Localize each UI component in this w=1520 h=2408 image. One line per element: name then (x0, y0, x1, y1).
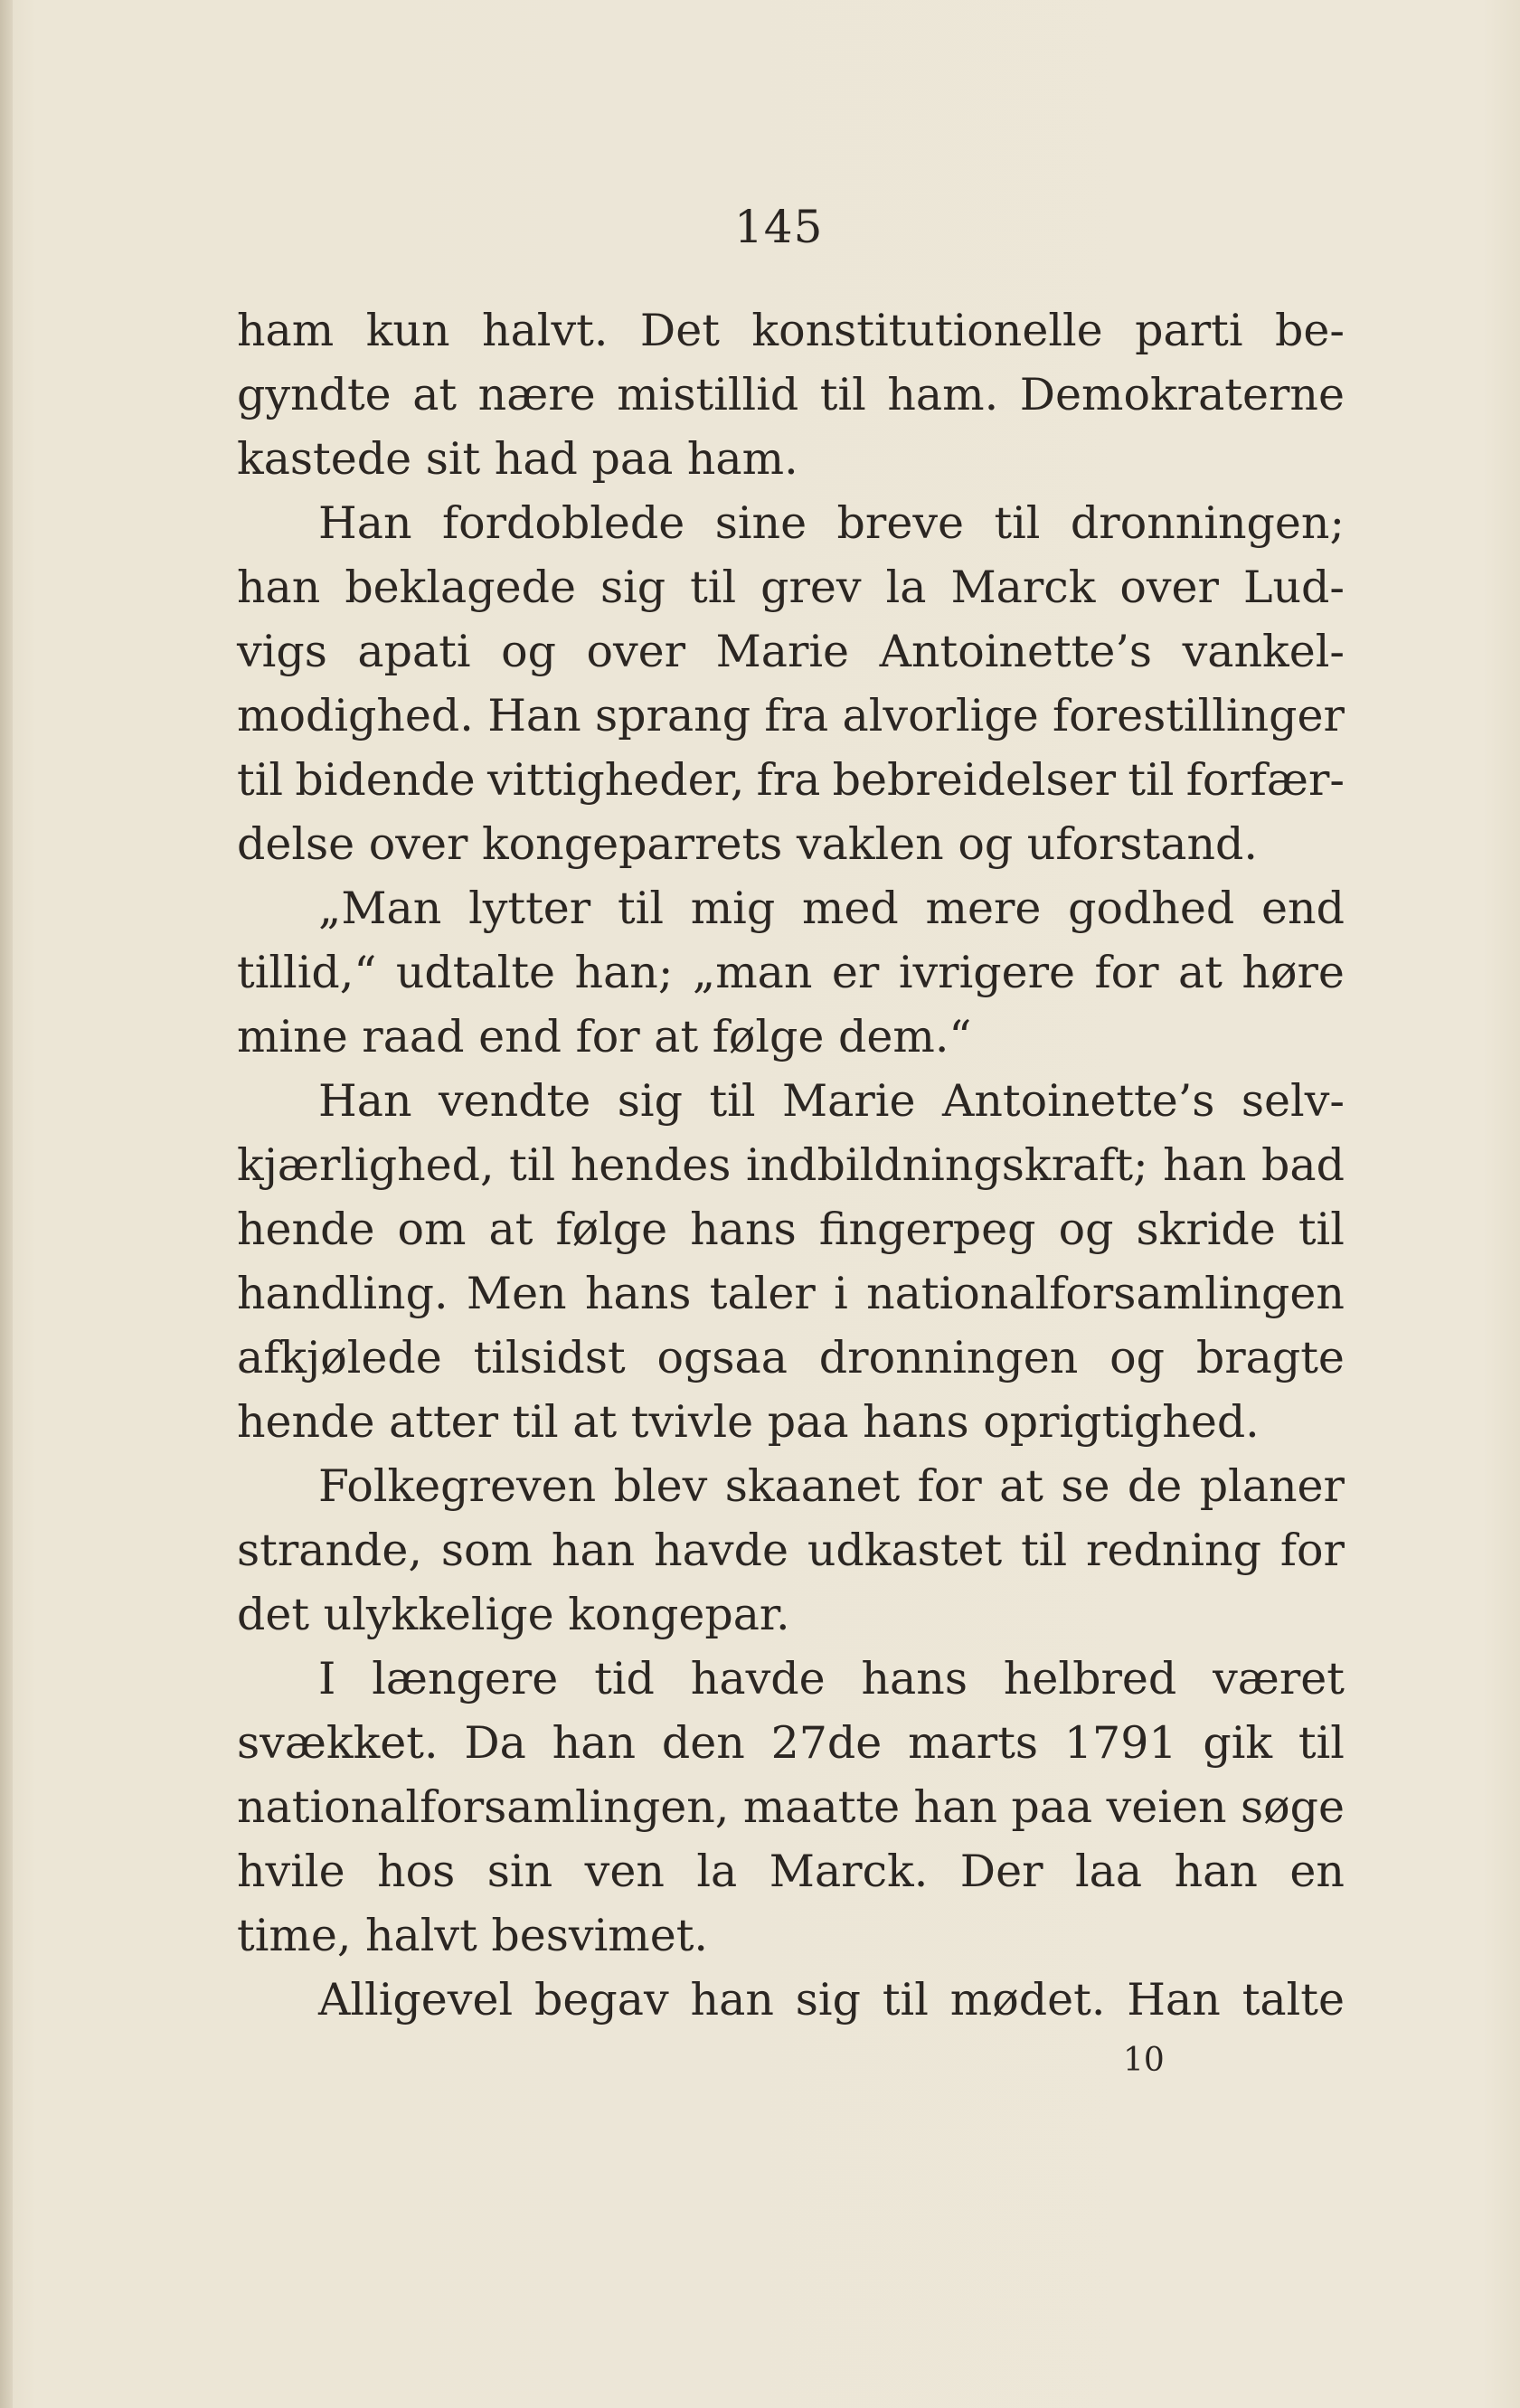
word: uforstand. (1026, 818, 1258, 870)
word: han; (574, 947, 674, 998)
word: til (1128, 754, 1175, 806)
word: han (551, 1525, 636, 1576)
word: han (690, 1974, 774, 2026)
word: til (690, 562, 737, 613)
word: til (1298, 1717, 1345, 1769)
word: Marck (950, 562, 1096, 613)
word: og (1109, 1332, 1166, 1383)
word: følge (712, 1011, 825, 1062)
word: mistillid (617, 369, 799, 420)
word: til (509, 1139, 556, 1191)
word: ham (237, 305, 335, 356)
word: dem.“ (837, 1011, 972, 1062)
text-line (237, 1582, 1345, 1647)
word: ham. (686, 433, 798, 485)
word: for (1279, 1525, 1345, 1576)
word: time, (237, 1910, 352, 1961)
word: mødet. (949, 1974, 1106, 2026)
word: til (709, 1075, 756, 1127)
word: la (885, 562, 927, 613)
word: vankel- (1182, 626, 1345, 677)
word: laa (1074, 1846, 1143, 1897)
word: fingerpeg (818, 1204, 1036, 1255)
text-line (237, 1711, 1345, 1775)
word: blev (613, 1460, 708, 1512)
word: hos (377, 1846, 456, 1897)
word: halvt. (482, 305, 609, 356)
word: svækket. (237, 1717, 439, 1769)
signature-mark: 10 (1123, 2042, 1165, 2079)
word: se (1061, 1460, 1110, 1512)
word: over (586, 626, 686, 677)
word: til (512, 1396, 559, 1448)
word: taler (709, 1268, 816, 1319)
word: vigs (237, 626, 327, 677)
word: vittigheder, (486, 754, 745, 806)
text-line (237, 1390, 1345, 1454)
word: længere (372, 1653, 559, 1704)
word: ven (584, 1846, 665, 1897)
word: de (1127, 1460, 1183, 1512)
text-line (237, 298, 1345, 363)
word: raad (362, 1011, 465, 1062)
word: og (501, 626, 556, 677)
word: at (412, 369, 458, 420)
text-line (237, 748, 1345, 812)
word: han (1163, 1139, 1247, 1191)
word: hans (861, 1653, 968, 1704)
word: sit (425, 433, 481, 485)
text-line (237, 684, 1345, 748)
body-text (237, 298, 1345, 2032)
word: nationalforsamlingen (866, 1268, 1345, 1319)
word: som (440, 1525, 533, 1576)
text-line (237, 555, 1345, 619)
word: havde (690, 1653, 826, 1704)
word: følge (555, 1204, 668, 1255)
text-line (237, 1197, 1345, 1261)
word: Folkegreven (318, 1460, 597, 1512)
word: Da (464, 1717, 526, 1769)
text-line (237, 1133, 1345, 1197)
word: i (834, 1268, 848, 1319)
word: hendes (570, 1139, 732, 1191)
word: halvt (364, 1910, 477, 1961)
word: ogsaa (656, 1332, 788, 1383)
word: til (882, 1974, 929, 2026)
page-binding-edge (0, 0, 13, 2408)
word: indbildningskraft; (745, 1139, 1148, 1191)
word: og (958, 818, 1014, 870)
word: tillid,“ (237, 947, 377, 998)
word: Marie (781, 1075, 916, 1127)
word: Han (318, 1075, 412, 1127)
text-line (237, 1069, 1345, 1133)
word: han (552, 1717, 637, 1769)
word: besvimet. (491, 1910, 708, 1961)
word: Men (466, 1268, 567, 1319)
text-line (237, 1261, 1345, 1326)
word: „man (692, 947, 813, 998)
text-line (237, 1968, 1345, 2032)
word: vaklen (796, 818, 944, 870)
word: Lud- (1242, 562, 1345, 613)
word: hans (690, 1204, 797, 1255)
word: gyndte (237, 369, 392, 420)
word: hende (237, 1204, 375, 1255)
word: Alligevel (318, 1974, 514, 2026)
word: forfær- (1185, 754, 1345, 806)
text-line (237, 427, 1345, 491)
word: oprigtighed. (983, 1396, 1260, 1448)
word: end (1261, 883, 1345, 934)
word: kastede (237, 433, 412, 485)
text-line (237, 1326, 1345, 1390)
word: planer (1199, 1460, 1345, 1512)
text-line (237, 876, 1345, 940)
word: over (368, 818, 468, 870)
word: hvile (237, 1846, 345, 1897)
word: ulykkelige (323, 1589, 554, 1640)
word: med (801, 883, 899, 934)
word: dronningen; (1070, 497, 1345, 549)
word: had (494, 433, 578, 485)
word: han (913, 1781, 997, 1833)
word: maatte (742, 1781, 901, 1833)
word: veien (1106, 1781, 1227, 1833)
word: handling. (237, 1268, 448, 1319)
word: ham. (887, 369, 999, 420)
word: apati (357, 626, 471, 677)
text-line (237, 1005, 1345, 1069)
word: lytter (468, 883, 591, 934)
word: mine (237, 1011, 348, 1062)
word: at (1178, 947, 1223, 998)
word: om (397, 1204, 467, 1255)
word: kjærlighed, (237, 1139, 495, 1191)
word: høre (1241, 947, 1345, 998)
word: sig (617, 1075, 683, 1127)
word: selv- (1241, 1075, 1345, 1127)
word: det (237, 1589, 310, 1640)
word: redning (1086, 1525, 1261, 1576)
word: kun (365, 305, 450, 356)
word: hans (863, 1396, 969, 1448)
text-line (237, 812, 1345, 876)
text-line (237, 1454, 1345, 1518)
word: Demokraterne (1019, 369, 1345, 420)
word: søge (1240, 1781, 1345, 1833)
word: alvorlige (842, 690, 1039, 741)
word: og (1058, 1204, 1114, 1255)
word: bebreidelser (832, 754, 1117, 806)
word: er (831, 947, 880, 998)
word: breve (836, 497, 964, 549)
text-line (237, 940, 1345, 1005)
word: bragte (1195, 1332, 1345, 1383)
word: fordoblede (441, 497, 685, 549)
word: Antoinette’s (879, 626, 1153, 677)
word: Han (318, 497, 412, 549)
word: bad (1261, 1139, 1345, 1191)
text-line (237, 1839, 1345, 1903)
word: han (237, 562, 321, 613)
word: til (1298, 1204, 1345, 1255)
word: mig (690, 883, 776, 934)
word: udkastet (807, 1525, 1003, 1576)
word: kongepar. (568, 1589, 790, 1640)
word: sine (714, 497, 807, 549)
word: at (654, 1011, 699, 1062)
word: Han (1127, 1974, 1221, 2026)
word: parti (1135, 305, 1243, 356)
word: til (617, 883, 664, 934)
word: dronningen (818, 1332, 1079, 1383)
text-line (237, 619, 1345, 684)
word: sprang (595, 690, 751, 741)
word: „Man (318, 883, 442, 934)
word: til (1021, 1525, 1068, 1576)
text-line (237, 1518, 1345, 1582)
word: Der (959, 1846, 1043, 1897)
word: Han (487, 690, 581, 741)
word: Marck. (769, 1846, 929, 1897)
word: sig (795, 1974, 861, 2026)
word: 1791 (1063, 1717, 1177, 1769)
word: godhed (1068, 883, 1235, 934)
word: for (1094, 947, 1159, 998)
word: sin (486, 1846, 553, 1897)
word: skride (1136, 1204, 1276, 1255)
page-number: 145 (734, 201, 824, 253)
word: begav (534, 1974, 669, 2026)
word: paa (591, 433, 674, 485)
word: udtalte (395, 947, 556, 998)
word: I (318, 1653, 336, 1704)
word: strande, (237, 1525, 422, 1576)
word: havde (654, 1525, 788, 1576)
word: hende (237, 1396, 375, 1448)
word: paa (767, 1396, 849, 1448)
word: været (1213, 1653, 1345, 1704)
word: helbred (1003, 1653, 1177, 1704)
word: til (994, 497, 1041, 549)
word: la (696, 1846, 738, 1897)
word: en (1289, 1846, 1345, 1897)
word: paa (1011, 1781, 1093, 1833)
word: nære (477, 369, 596, 420)
word: mere (925, 883, 1042, 934)
word: Det (639, 305, 720, 356)
word: konstitutionelle (751, 305, 1103, 356)
word: atter (389, 1396, 499, 1448)
word: beklagede (345, 562, 576, 613)
text-line (237, 1647, 1345, 1711)
word: end (478, 1011, 562, 1062)
word: at (488, 1204, 533, 1255)
word: for (917, 1460, 982, 1512)
word: talte (1241, 1974, 1345, 2026)
word: at (999, 1460, 1043, 1512)
word: ivrigere (898, 947, 1076, 998)
word: forestillinger (1053, 690, 1345, 741)
word: tvivle (630, 1396, 754, 1448)
word: den (661, 1717, 745, 1769)
word: Marie (715, 626, 850, 677)
word: bidende (295, 754, 476, 806)
word: vendte (439, 1075, 591, 1127)
text-line (237, 363, 1345, 427)
word: grev (760, 562, 862, 613)
text-line (237, 1775, 1345, 1839)
text-line (237, 491, 1345, 555)
word: skaanet (724, 1460, 901, 1512)
word: til (819, 369, 866, 420)
word: sig (600, 562, 666, 613)
word: for (575, 1011, 640, 1062)
word: delse (237, 818, 355, 870)
word: til (237, 754, 284, 806)
word: fra (764, 690, 829, 741)
text-line (237, 1903, 1345, 1968)
word: han (1174, 1846, 1258, 1897)
word: at (572, 1396, 618, 1448)
word: gik (1203, 1717, 1273, 1769)
word: marts (908, 1717, 1039, 1769)
word: fra (756, 754, 821, 806)
word: afkjølede (237, 1332, 442, 1383)
word: tid (594, 1653, 655, 1704)
word: 27de (770, 1717, 883, 1769)
word: over (1119, 562, 1219, 613)
word: modighed. (237, 690, 474, 741)
word: Antoinette’s (941, 1075, 1215, 1127)
word: be- (1275, 305, 1345, 356)
word: hans (584, 1268, 692, 1319)
word: kongeparrets (481, 818, 783, 870)
word: nationalforsamlingen, (237, 1781, 730, 1833)
word: tilsidst (473, 1332, 626, 1383)
